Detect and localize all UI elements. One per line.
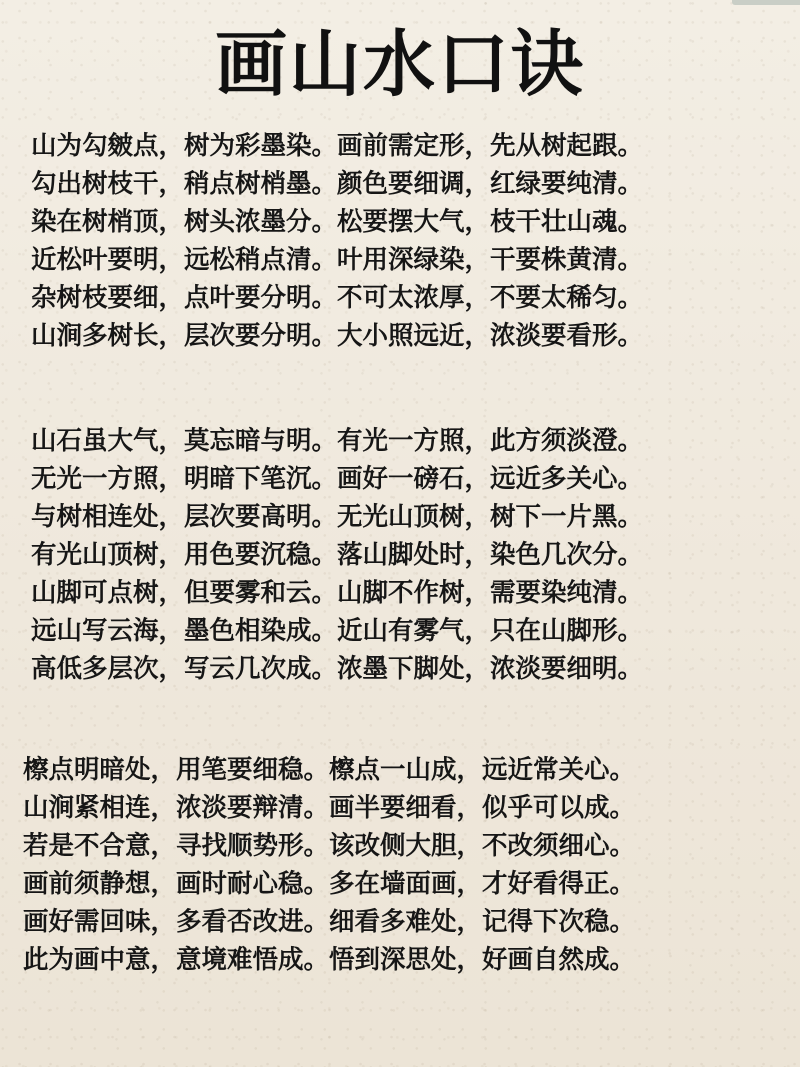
verse-line: 若是不合意，寻找顺势形。该改侧大胆，不改须细心。 [23,831,636,861]
verse-line: 山脚可点树，但要雾和云。山脚不作树，需要染纯清。 [31,578,644,608]
verse-line: 画好需回味，多看否改进。细看多难处，记得下次稳。 [23,907,636,937]
verse-line: 山为勾皴点，树为彩墨染。画前需定形，先从树起跟。 [31,131,644,161]
verse-line: 无光一方照，明暗下笔沉。画好一磅石，远近多关心。 [31,464,644,494]
verse-line: 染在树梢顶，树头浓墨分。松要摆大气，枝干壮山魂。 [31,207,644,237]
page-title: 画山水口诀 [214,22,585,106]
verse-section-3 [23,751,800,979]
verse-line: 远山写云海，墨色相染成。近山有雾气，只在山脚形。 [31,616,644,646]
verse-line: 勾出树枝干，稍点树梢墨。颜色要细调，红绿要纯清。 [31,169,644,199]
verse-line: 山涧紧相连，浓淡要辩清。画半要细看，似乎可以成。 [23,793,636,823]
verse-section-1 [31,127,800,355]
verse-line: 有光山顶树，用色要沉稳。落山脚处时，染色几次分。 [31,540,644,570]
verse-line: 近松叶要明，远松稍点清。叶用深绿染，干要株黄清。 [31,245,644,275]
corner-tab-decoration [732,0,800,5]
verse-line: 檫点明暗处，用笔要细稳。檫点一山成，远近常关心。 [23,755,636,785]
verse-line: 山石虽大气，莫忘暗与明。有光一方照，此方须淡澄。 [31,426,644,456]
verse-line: 高低多层次，写云几次成。浓墨下脚处，浓淡要细明。 [31,654,644,684]
verse-line: 与树相连处，层次要高明。无光山顶树，树下一片黑。 [31,502,644,532]
verse-line: 画前须静想，画时耐心稳。多在墙面画，才好看得正。 [23,869,636,899]
verse-line: 山涧多树长，层次要分明。大小照远近，浓淡要看形。 [31,321,644,351]
verse-section-2 [31,422,800,688]
verse-line: 此为画中意，意境难悟成。悟到深思处，好画自然成。 [23,945,636,975]
verse-line: 杂树枝要细，点叶要分明。不可太浓厚，不要太稀匀。 [31,283,644,313]
